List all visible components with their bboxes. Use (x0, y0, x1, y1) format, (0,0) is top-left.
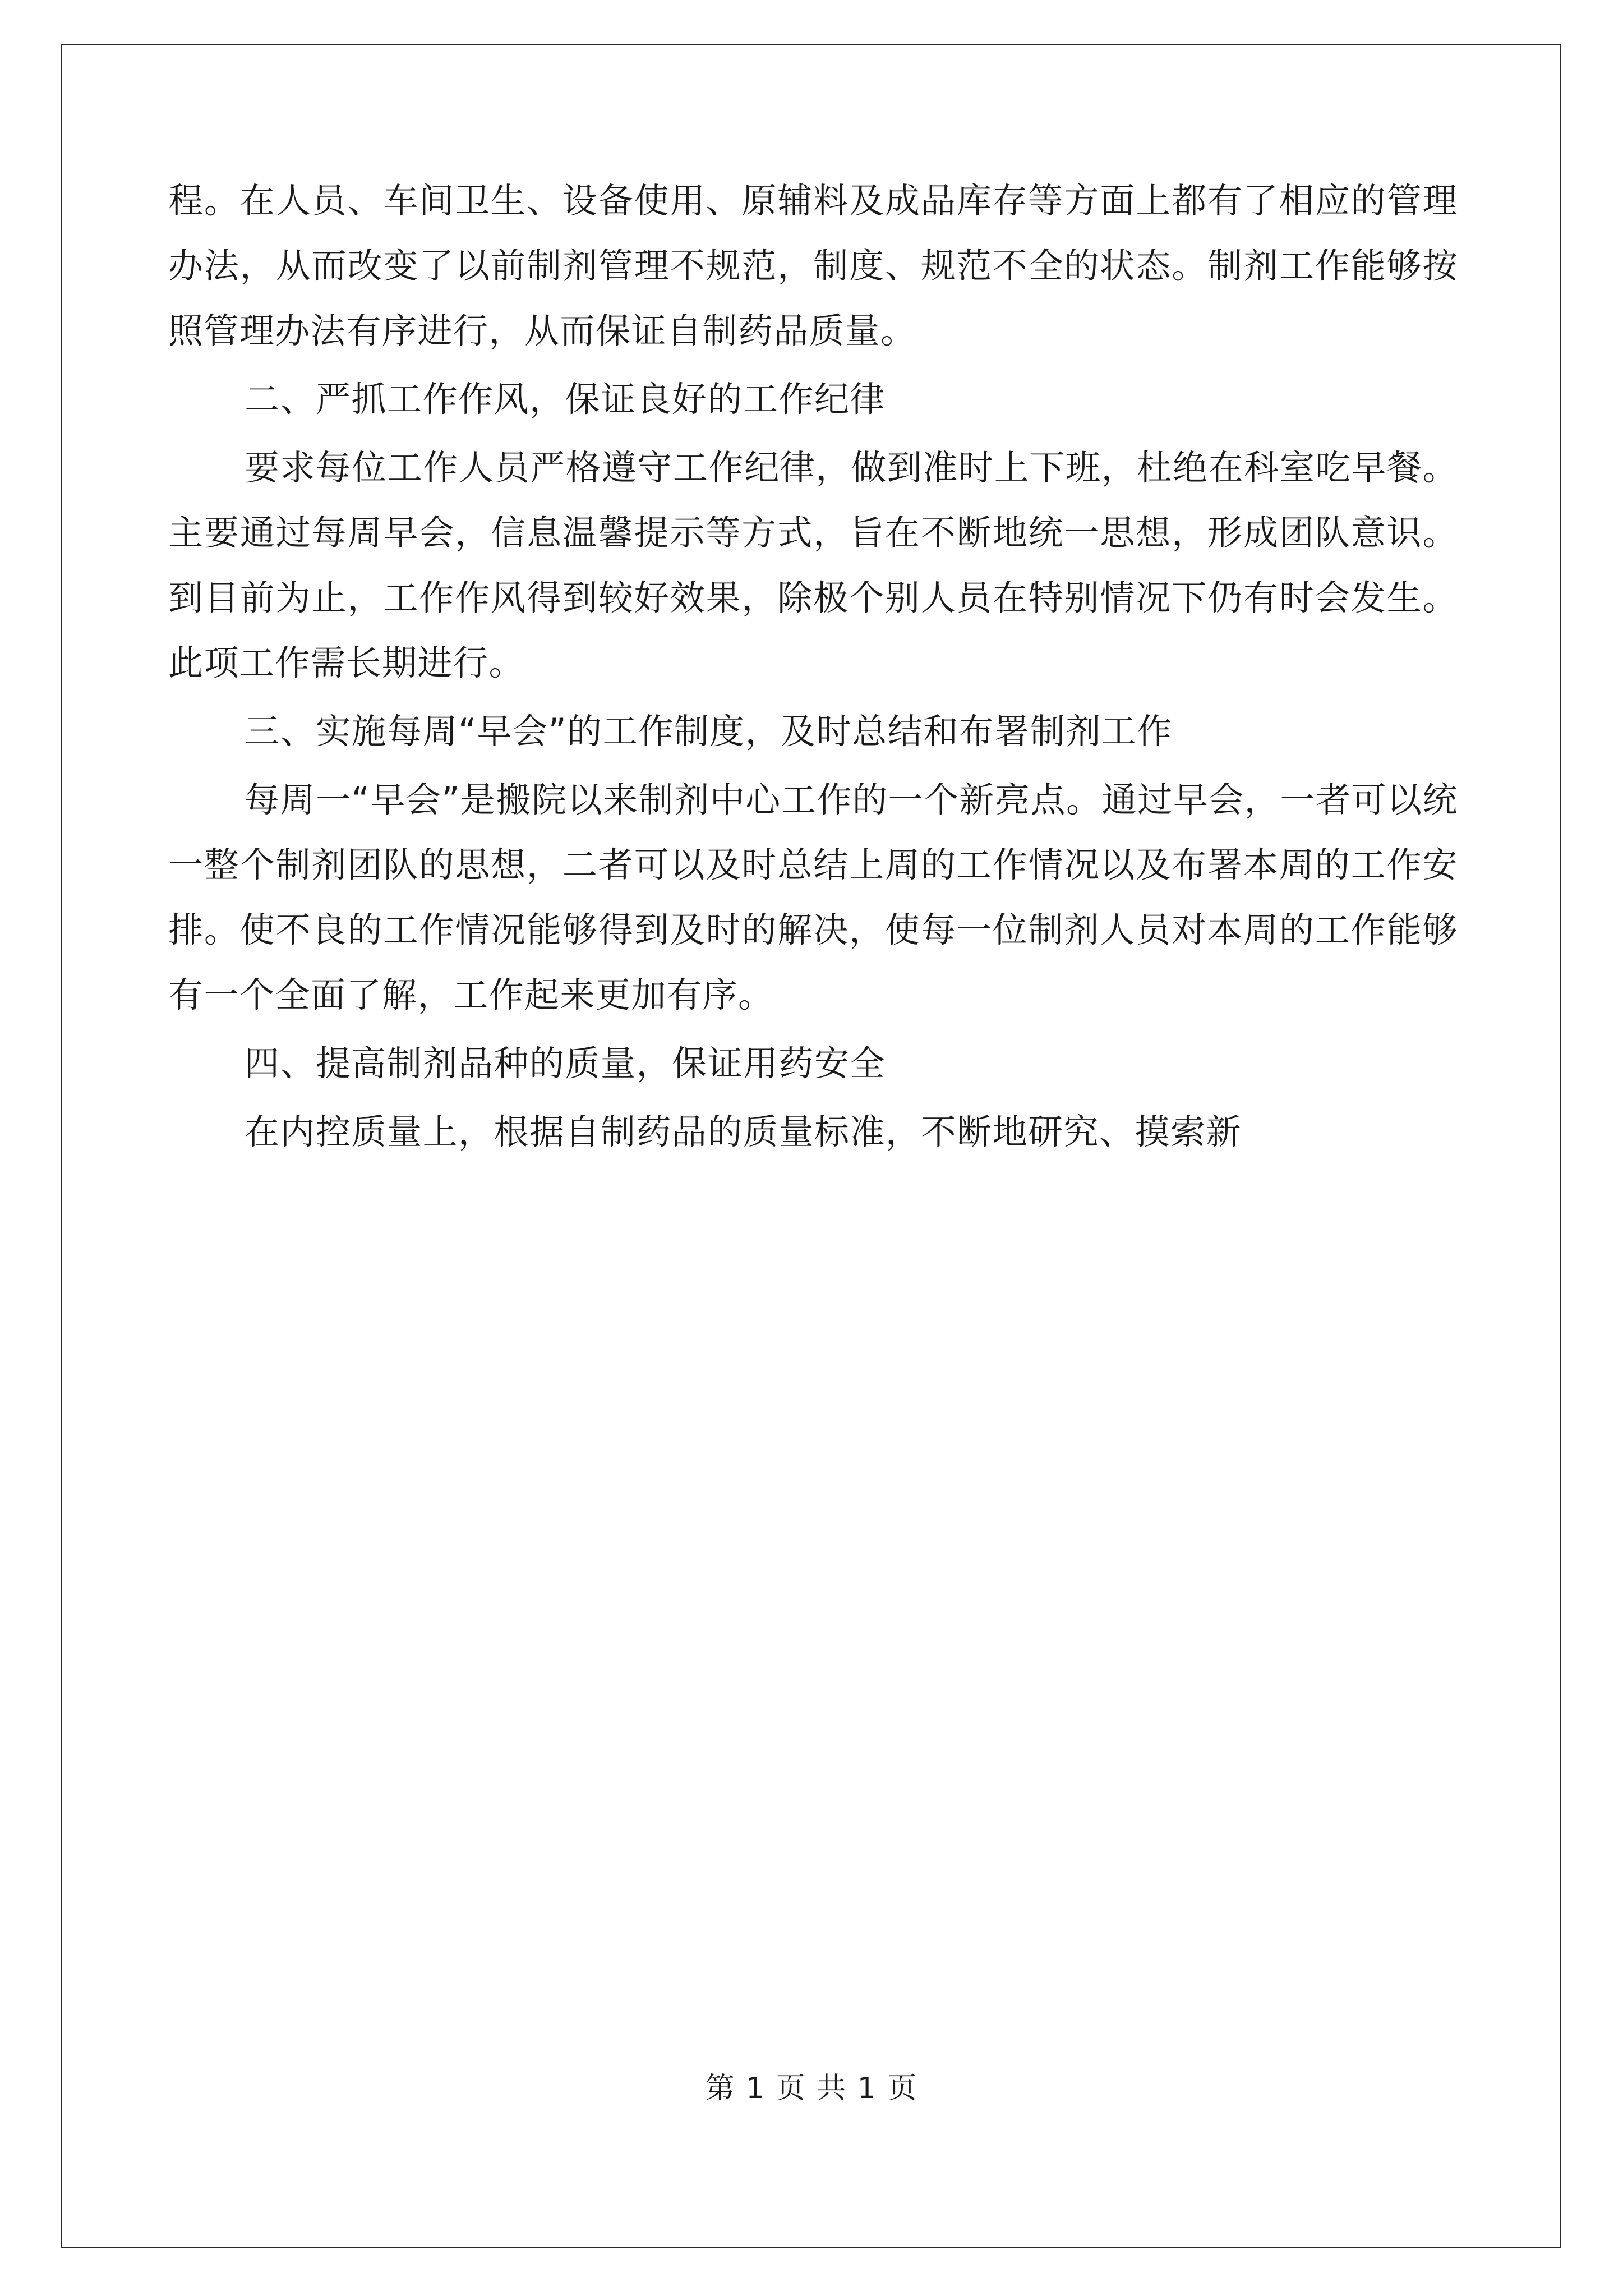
page-footer: 第 1 页 共 1 页 (705, 2072, 918, 2105)
paragraph: 在内控质量上，根据自制药品的质量标准，不断地研究、摸索新 (245, 1111, 1242, 1152)
section-heading-4: 四、提高制剂品种的质量，保证用药安全 (245, 1043, 886, 1084)
section-heading-2: 二、严抓工作作风，保证良好的工作纪律 (245, 379, 886, 420)
paragraph: 程。在人员、车间卫生、设备使用、原辅料及成品库存等方面上都有了相应的管理办法，从而改变了以前制剂管理不规范，制度、规范不全的状态。制剂工作能够按照管理办法有序进行，从而保证自制药品质量。 (168, 180, 1458, 351)
paragraph: 每周一“早会”是搬院以来制剂中心工作的一个新亮点。通过早会，一者可以统一整个制剂团队的思想，二者可以及时总结上周的工作情况以及布署本周的工作安排。使不良的工作情况能够得到及时的解决，使每一位制剂人员对本周的工作能够有一个全面了解，工作起来更加有序。 (168, 779, 1458, 1015)
paragraph: 要求每位工作人员严格遵守工作纪律，做到准时上下班，杜绝在科室吃早餐。主要通过每周早会，信息温馨提示等方式，旨在不断地统一思想，形成团队意识。到目前为止，工作作风得到较好效果，除极个别人员在特别情况下仍有时会发生。此项工作需长期进行。 (168, 447, 1458, 683)
document-body (168, 168, 1458, 1168)
section-heading-3: 三、实施每周“早会”的工作制度，及时总结和布署制剂工作 (245, 711, 1173, 752)
